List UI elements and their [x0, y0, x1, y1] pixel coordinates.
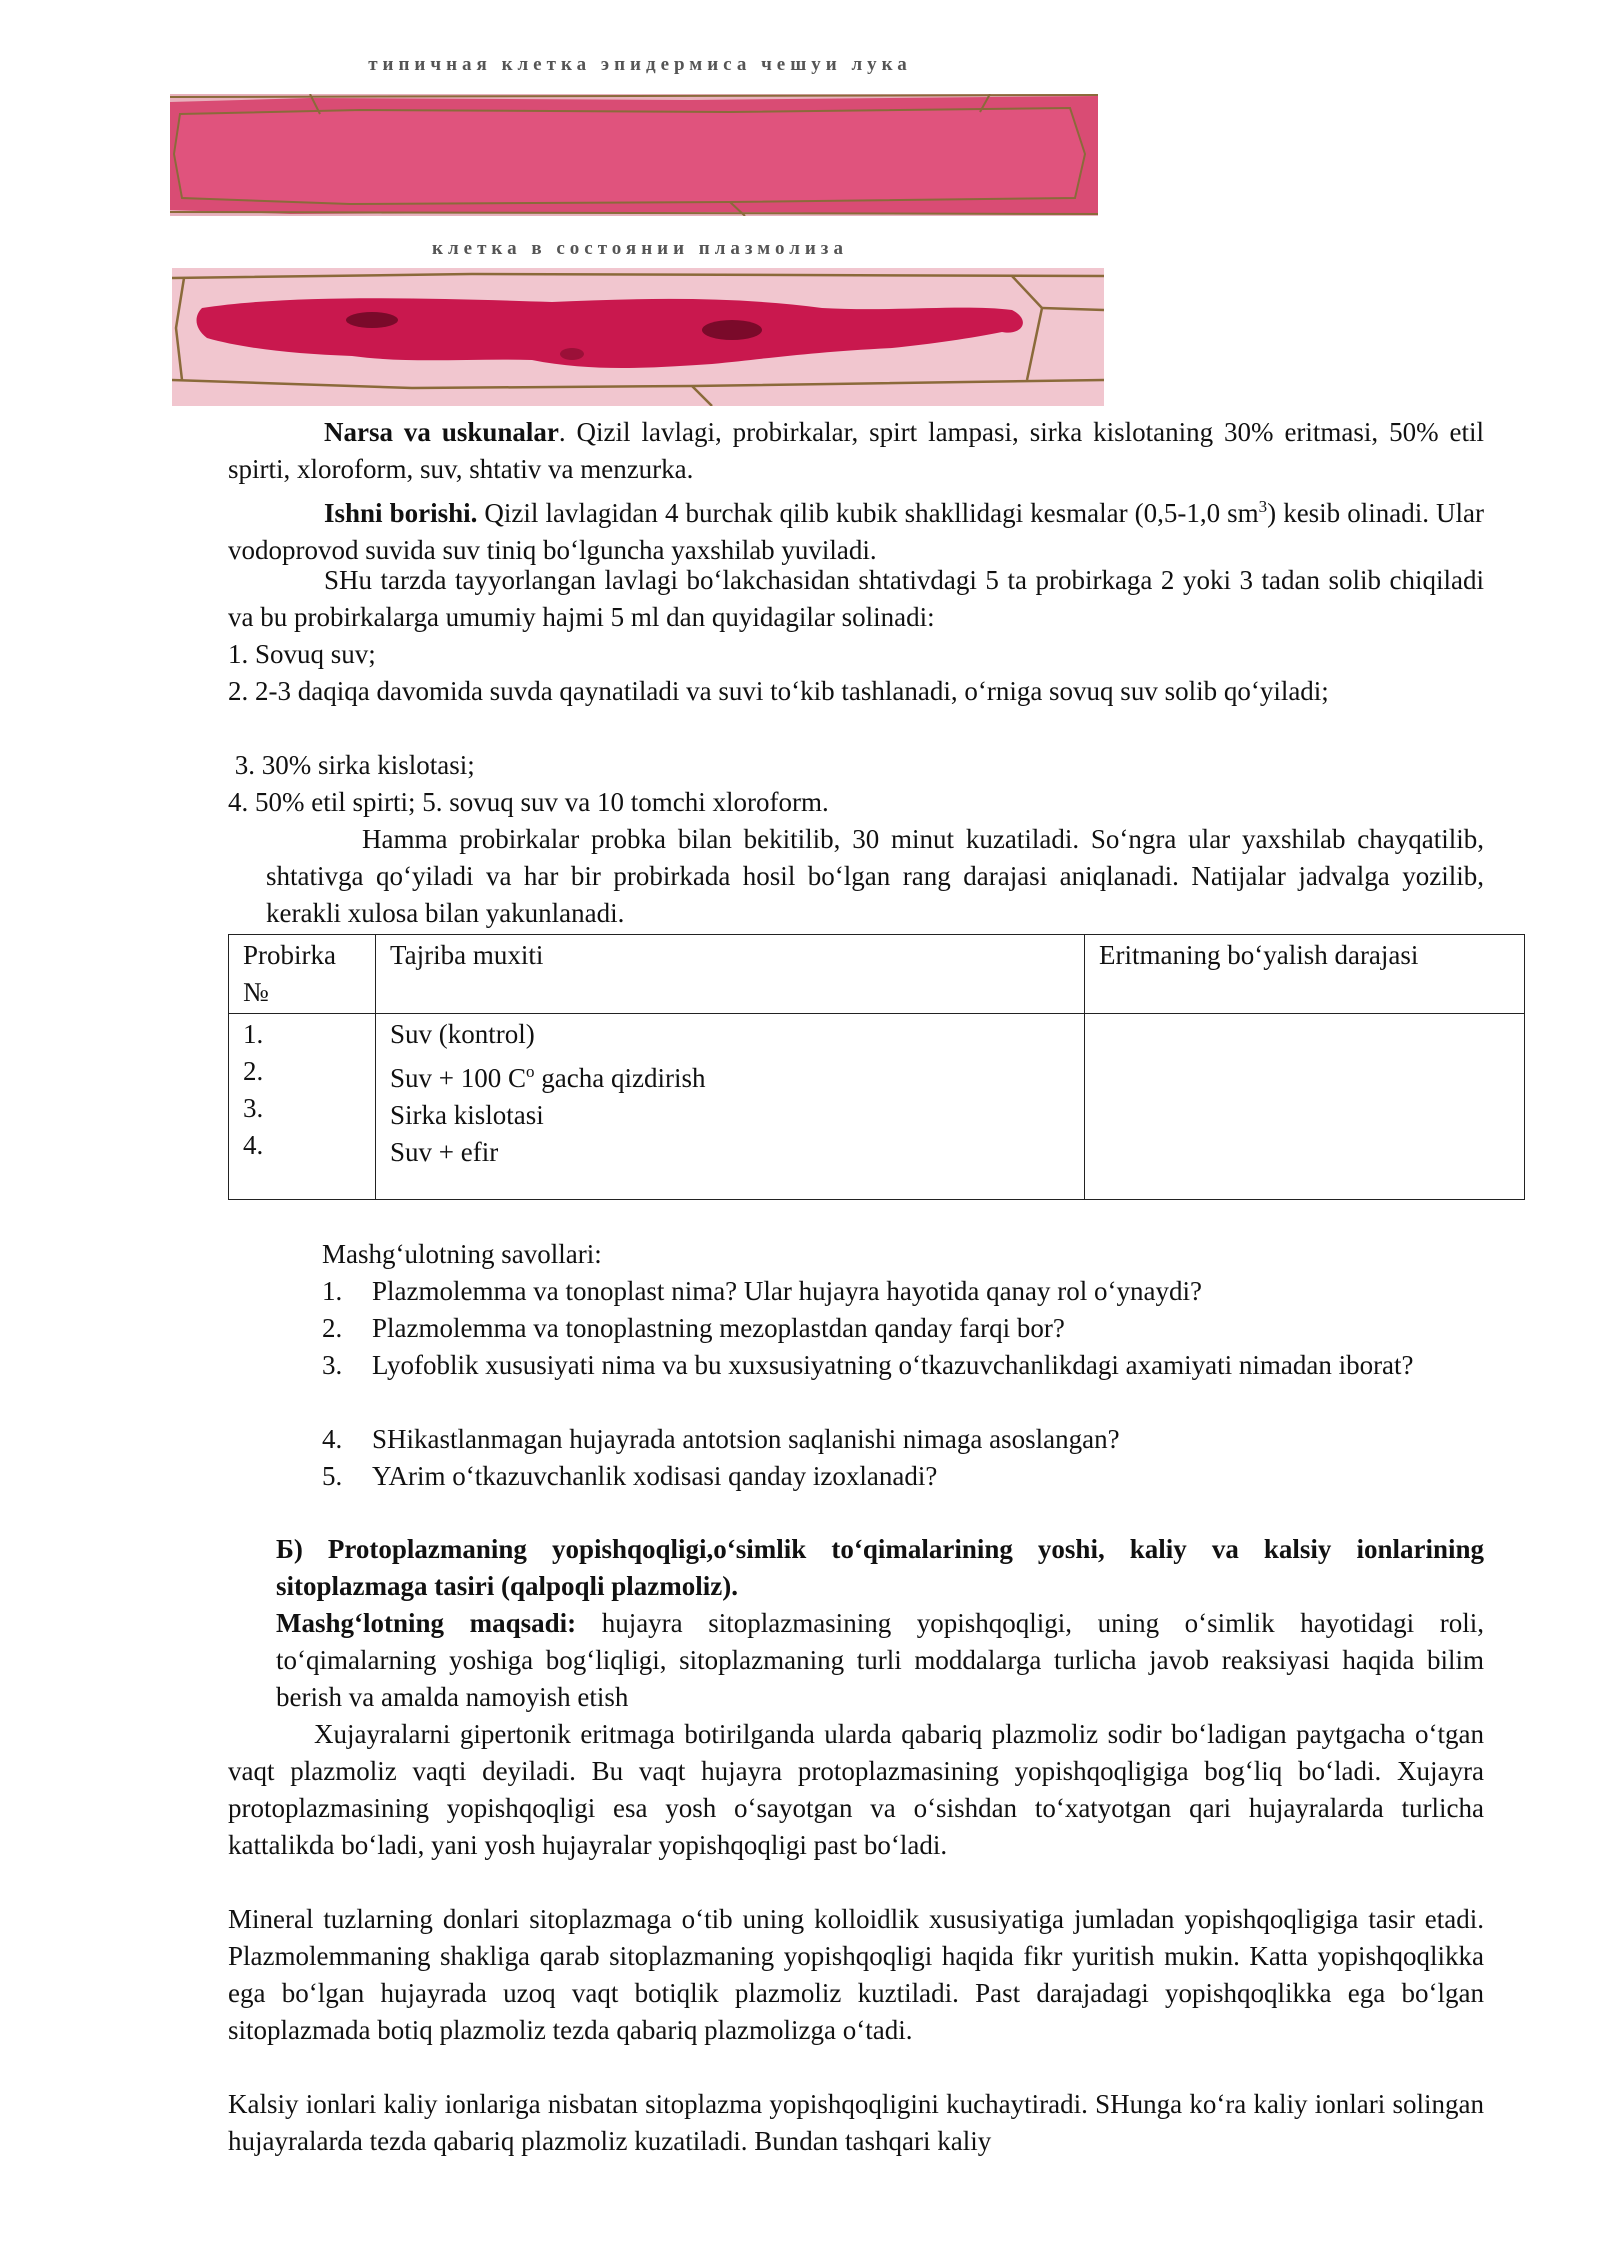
degree-superscript: o: [526, 1062, 535, 1081]
body-paragraph: Xujayralarni gipertonik eritmaga botirilganda ularda qabariq plazmoliz sodir bo‘ladigan paytgacha o‘tgan vaqt plazmoliz vaqti deyiladi. Bu vaqt hujayra protoplazmasining yopishqoqligiga bog‘liq bo‘ladi. Xujayra protoplazmasining yopishqoqligi esa yosh o‘sayotgan va o‘sishdan to‘xatyotgan qari hujayralarda turlicha kattalikda bo‘ladi, yani yosh hujayralar yopishqoqligi past bo‘ladi.: [228, 1719, 1484, 1860]
question-number: 5.: [322, 1461, 343, 1491]
question-number: 2.: [322, 1313, 343, 1343]
condition-heating: Suv + 100 C: [390, 1063, 527, 1093]
table-header-row: [229, 935, 1525, 1014]
list-item: 1. Sovuq suv;: [228, 639, 376, 669]
procedure-label: Ishni borishi.: [324, 498, 478, 528]
question-number: 1.: [322, 1276, 343, 1306]
stain-degree-cell: [1085, 1014, 1525, 1200]
question-text: Lyofoblik xususiyati nima va bu xuxsusiyatning o‘tkazuvchanlikdagi axamiyati nimadan iborat?: [372, 1350, 1414, 1380]
materials-label: Narsa va uskunalar: [324, 417, 559, 447]
procedure-text: Qizil lavlagidan 4 burchak qilib kubik shakllidagi kesmalar (0,5-1,0 sm: [477, 498, 1259, 528]
figure-caption-bottom: клетка в состоянии плазмолиза: [432, 238, 848, 259]
condition-text: [390, 1053, 1070, 1097]
condition-heating-tail: gacha qizdirish: [534, 1063, 706, 1093]
tube-number: 2.: [243, 1056, 264, 1086]
tube-number: 4.: [243, 1130, 264, 1160]
body-paragraph: Kalsiy ionlari kaliy ionlariga nisbatan sitoplazma yopishqoqligini kuchaytiradi. SHunga ko‘ra kaliy ionlari solingan hujayralarda tezda qabariq plazmoliz kuzatiladi. Bundan tashqari kaliy: [228, 2089, 1484, 2156]
header-stain-degree: Eritmaning bo‘yalish darajasi: [1085, 935, 1525, 1014]
question-text: Plazmolemma va tonoplastning mezoplastdan qanday farqi bor?: [372, 1313, 1065, 1343]
condition-text: Suv + efir: [390, 1137, 499, 1167]
observation-paragraph: Hamma probirkalar probka bilan bekitilib, 30 minut kuzatiladi. So‘ngra ular yaxshilab chayqatilib, shtativga qo‘yiladi va har bir probirkada hosil bo‘lgan rang darajasi aniqlanadi. Natijalar jadvalga yozilib, kerakli xulosa bilan yakunlanadi.: [266, 824, 1484, 928]
list-item: 2. 2-3 daqiqa davomida suvda qaynatiladi va suvi to‘kib tashlanadi, o‘rniga sovuq suv solib qo‘yiladi;: [228, 676, 1329, 706]
materials-paragraph: [228, 414, 1484, 488]
header-tube-number: Probirka №: [229, 935, 376, 1014]
procedure-paragraph: [228, 488, 1484, 569]
results-table: [228, 934, 1525, 1200]
question-number: 3.: [322, 1350, 343, 1380]
question-number: 4.: [322, 1424, 343, 1454]
tube-number: 3.: [243, 1093, 264, 1123]
goal-text: hujayra sitoplazmasining yopishqoqligi, uning o‘simlik hayotidagi roli, to‘qimalarning yoshiga bog‘liqligi, sitoplazmaning turli moddalarga turlicha javob reaksiyasi haqida bilim berish va amalda namoyish etish: [276, 1608, 1484, 1712]
materials-text: . Qizil lavlagi, probirkalar, spirt lampasi, sirka kislotaning 30% eritmasi, 50% etil spirti, xloroform, suv, shtativ va menzurka.: [228, 417, 1484, 484]
plasmolysis-cell-image: [172, 268, 1104, 406]
goal-paragraph: [276, 1605, 1484, 1716]
question-text: SHikastlanmagan hujayrada antotsion saqlanishi nimaga asoslangan?: [372, 1424, 1120, 1454]
question-text: Plazmolemma va tonoplast nima? Ular hujayra hayotida qanay rol o‘ynaydi?: [372, 1276, 1202, 1306]
preparation-paragraph: SHu tarzda tayyorlangan lavlagi bo‘lakchasidan shtativdagi 5 ta probirkaga 2 yoki 3 tadan solib chiqiladi va bu probirkalarga umumiy hajmi 5 ml dan quyidagilar solinadi:: [228, 565, 1484, 632]
figure-caption-top: типичная клетка эпидермиса чешуи лука: [368, 54, 912, 75]
table-row: [229, 1014, 1525, 1200]
tube-number: 1.: [243, 1019, 264, 1049]
goal-label: Mashg‘lotning maqsadi:: [276, 1608, 577, 1638]
header-medium: Tajriba muxiti: [376, 935, 1085, 1014]
questions-title: Mashg‘ulotning savollari:: [322, 1239, 602, 1269]
condition-text: Sirka kislotasi: [390, 1100, 544, 1130]
list-item: 4. 50% etil spirti; 5. sovuq suv va 10 tomchi xloroform.: [228, 787, 829, 817]
conditions-cell: [376, 1014, 1085, 1200]
condition-text: Suv (kontrol): [390, 1019, 535, 1049]
body-paragraph: Mineral tuzlarning donlari sitoplazmaga o‘tib uning kolloidlik xususiyatiga jumladan yopishqoqligiga tasir etadi. Plazmolemmaning shakliga qarab sitoplazmaning yopishqoqligi haqida fikr yuritish mukin. Katta yopishqoqlikka ega bo‘lgan hujayrada uzoq vaqt botiqlik plazmoliz kuztiladi. Past darajadagi yopishqoqlikka ega bo‘lgan sitoplazmada botiq plazmoliz tezda qabariq plazmolizga o‘tadi.: [228, 1904, 1484, 2045]
question-text: YArim o‘tkazuvchanlik xodisasi qanday izoxlanadi?: [372, 1461, 938, 1491]
onion-cell-image: [170, 94, 1098, 216]
tube-numbers-cell: [229, 1014, 376, 1200]
list-item: 3. 30% sirka kislotasi;: [228, 750, 475, 780]
section-b-title: Б) Protoplazmaning yopishqoqligi,o‘simlik to‘qimalarining yoshi, kaliy va kalsiy ionlarining sitoplazmaga tasiri (qalpoqli plazmoliz).: [276, 1534, 1484, 1601]
procedure-text-continued: ) kesib olinadi. Ular vodoprovod suvida suv tiniq bo‘lguncha yaxshilab yuviladi.: [228, 498, 1484, 565]
procedure-superscript: 3: [1258, 497, 1268, 516]
